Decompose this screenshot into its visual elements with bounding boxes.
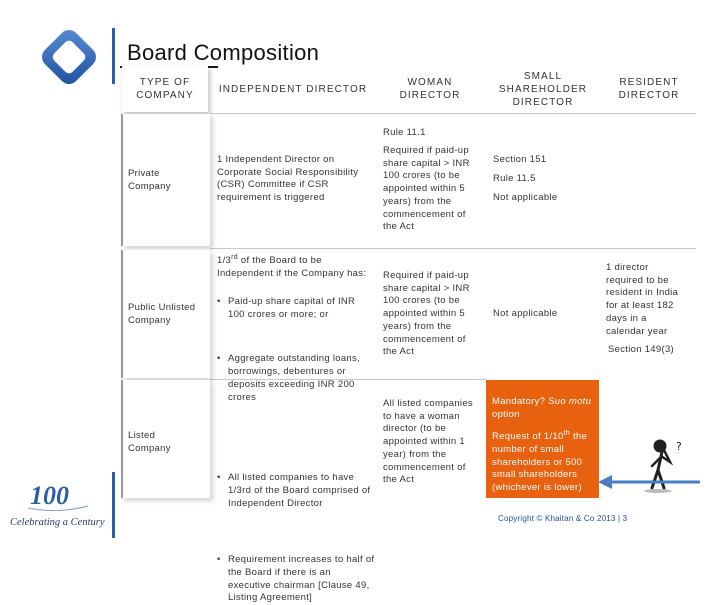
private-small-section: Section 151 xyxy=(493,154,547,165)
footer-divider xyxy=(112,472,115,538)
header-woman-director: WOMAN DIRECTOR xyxy=(378,66,482,112)
header-type-of-company: TYPE OF COMPANY xyxy=(122,66,208,112)
left-arrow-icon xyxy=(596,472,702,492)
private-independent-text: 1 Independent Director on Corporate Social Responsibility (CSR) Committee if CSR requirement is triggered xyxy=(217,154,359,204)
public-independent-bullet-1: • Paid-up share capital of INR 100 crores or more; or xyxy=(217,296,374,321)
page-title: Board Composition xyxy=(127,40,320,65)
private-small-value: Not applicable xyxy=(493,192,558,203)
listed-independent-bullet-1: • All listed companies to have 1/3rd of the Board comprised of Independent Director xyxy=(217,472,374,510)
header-small-shareholder-director: SMALL SHAREHOLDER DIRECTOR xyxy=(490,66,596,112)
private-woman-text: Required if paid-up share capital > INR 100 crores (to be appointed within 5 years) from the commencement of the Act xyxy=(383,145,470,233)
century-mark: 100 xyxy=(30,481,69,510)
svg-text:?: ? xyxy=(676,440,682,453)
celebrating-century-logo xyxy=(8,478,108,532)
type-public-label: Public Unlisted Company xyxy=(128,302,196,326)
header-independent-director: INDEPENDENT DIRECTOR xyxy=(218,66,368,112)
listed-independent-bullet-2: • Requirement increases to half of the Board if there is an executive chairman [Clause 49, Listing Agreement] xyxy=(217,554,376,605)
listed-small-mandatory: Mandatory? Suo motu option xyxy=(492,396,592,420)
type-listed-label: Listed Company xyxy=(128,430,171,454)
khaitan-logo-icon xyxy=(34,22,104,92)
type-private-label: Private Company xyxy=(128,168,171,192)
copyright-footer: Copyright © Khaitan & Co 2013 | 3 xyxy=(498,514,628,523)
public-independent-intro: 1/3rd of the Board to be Independent if the Company has: xyxy=(217,254,367,279)
public-resident-text: 1 director required to be resident in India for at least 182 days in a calendar year xyxy=(606,262,679,337)
listed-small-request: Request of 1/10th the number of small shareholders or 500 small shareholders (whichever is lower) xyxy=(492,430,588,493)
public-independent-bullet-2: • Aggregate outstanding loans, borrowings, debentures or deposits exceeding INR 200 crores xyxy=(217,353,374,404)
header-resident-director: RESIDENT DIRECTOR xyxy=(604,66,694,112)
celebrating-text: Celebrating a Century xyxy=(10,517,105,528)
listed-woman-text: All listed companies to have a woman director (to be appointed within 1 year) from the commencement of the Act xyxy=(383,398,473,486)
public-woman-text: Required if paid-up share capital > INR 100 crores (to be appointed within 5 years) from the commencement of the Act xyxy=(383,270,470,358)
public-resident-section: Section 149(3) xyxy=(608,344,674,355)
private-small-rule: Rule 11.5 xyxy=(493,173,536,184)
brand-divider xyxy=(112,28,115,84)
public-small-value: Not applicable xyxy=(493,308,558,319)
rule-reference: Rule 11.1 xyxy=(383,127,426,138)
